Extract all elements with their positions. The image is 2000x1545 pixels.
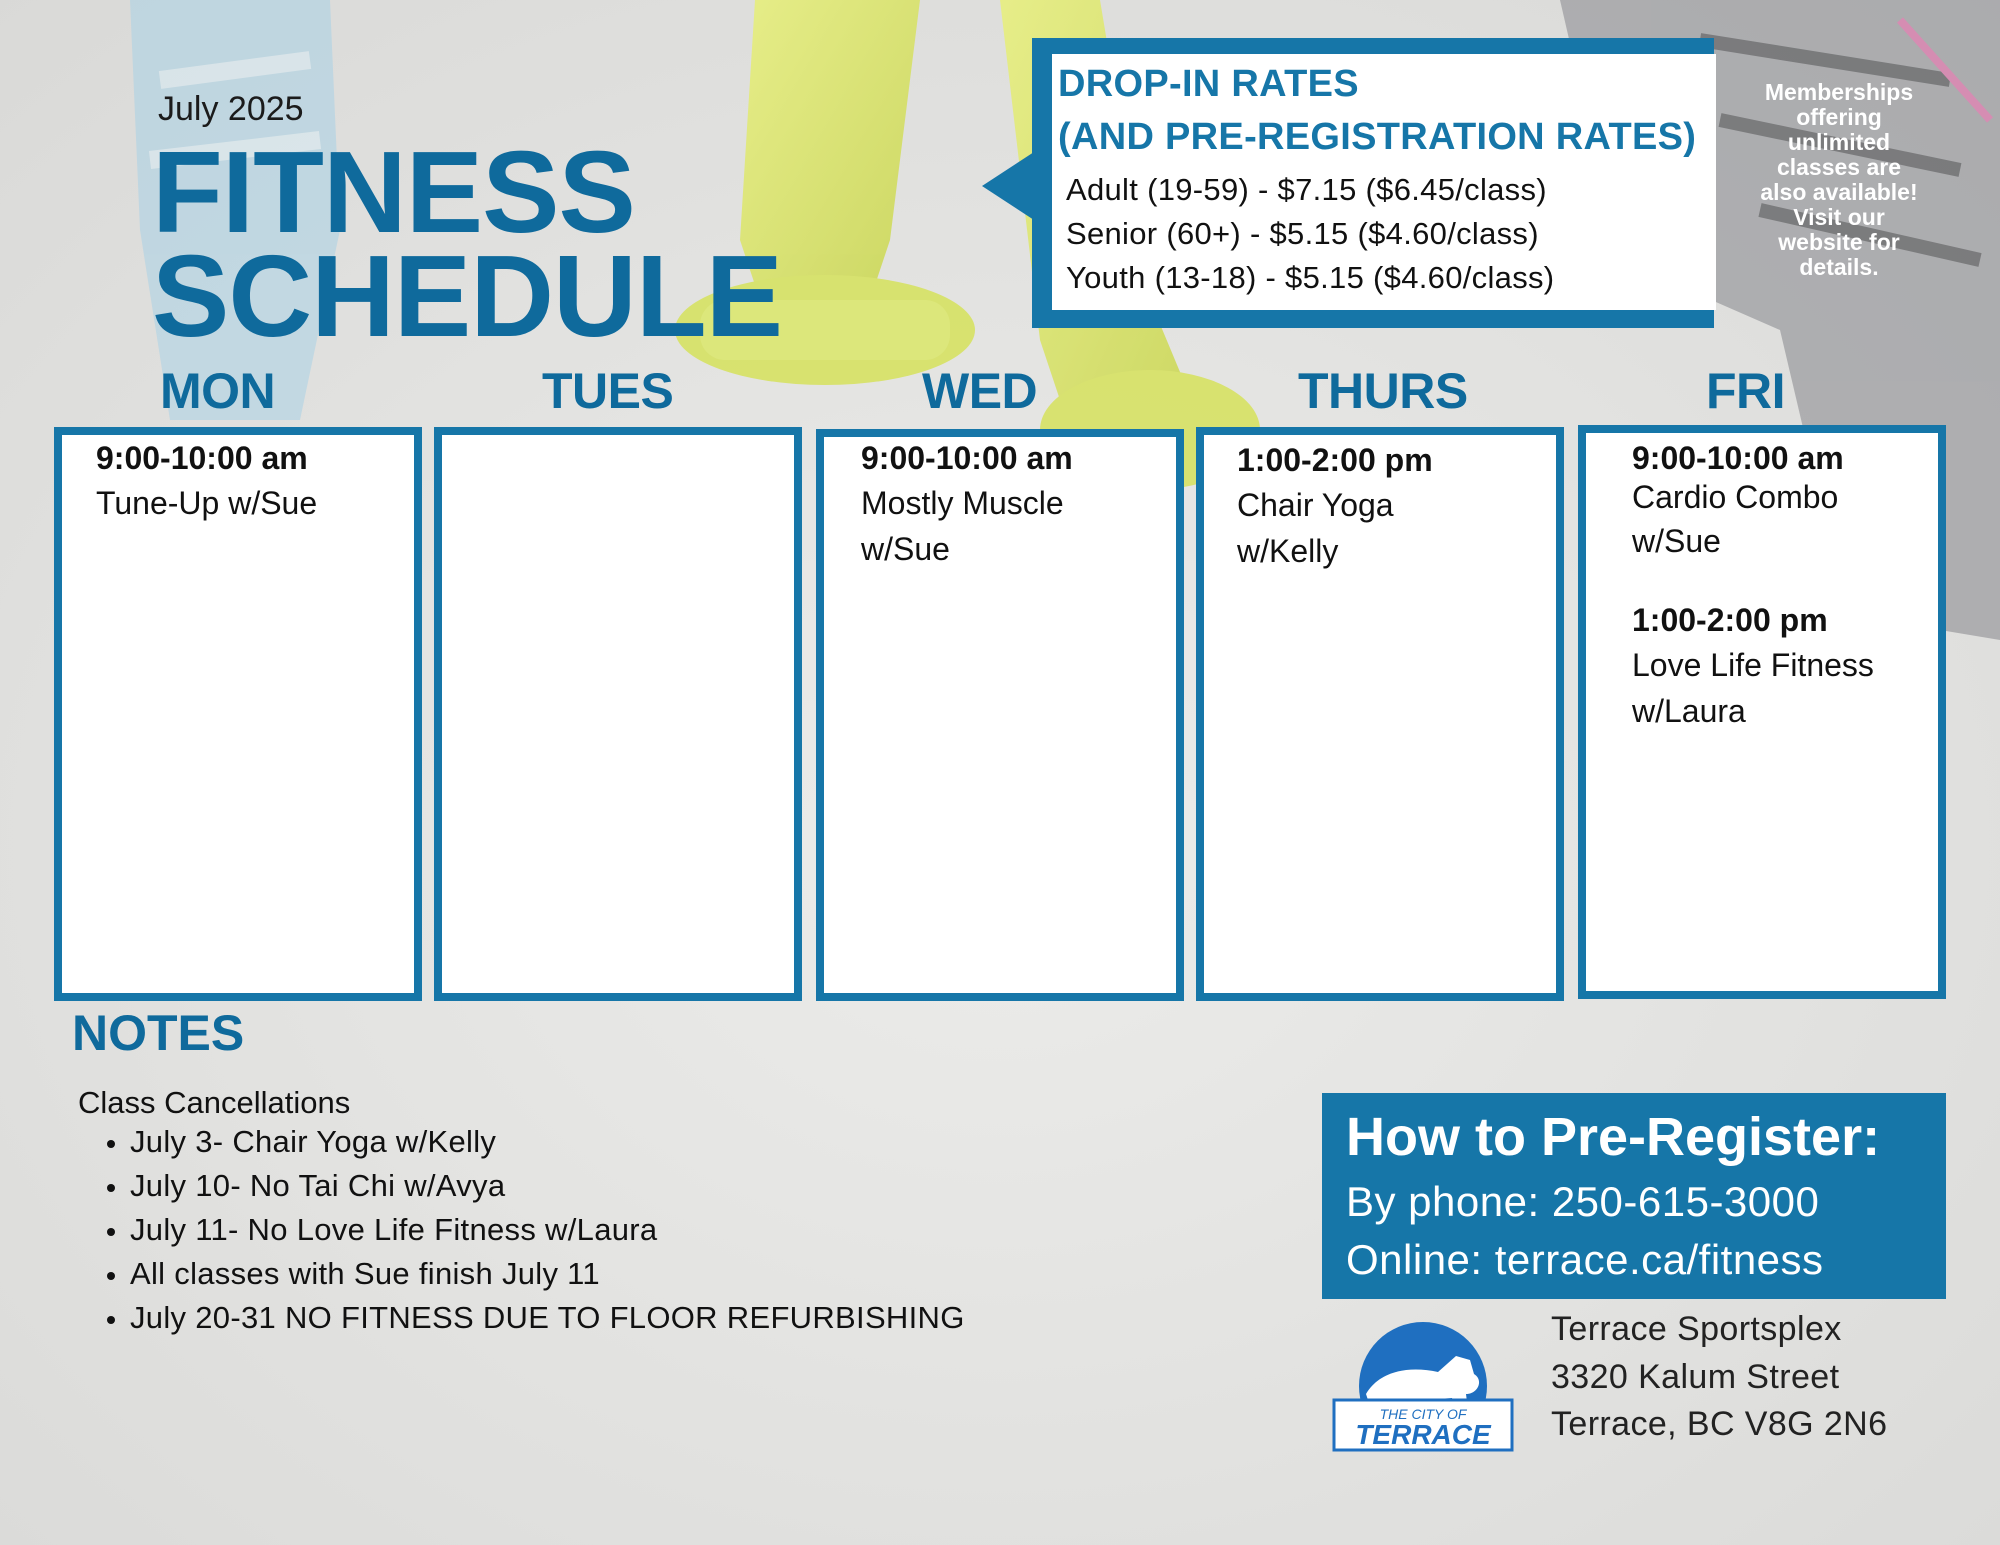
address-line: Terrace, BC V8G 2N6: [1551, 1405, 1888, 1443]
rate-senior: Senior (60+) - $5.15 ($4.60/class): [1066, 216, 1539, 251]
rates-heading-line: (AND PRE-REGISTRATION RATES): [1058, 116, 1697, 158]
membership-line: details.: [1799, 254, 1879, 280]
rates-heading-line: DROP-IN RATES: [1058, 63, 1359, 105]
membership-line: Visit our: [1793, 204, 1885, 230]
list-item: • July 3- Chair Yoga w/Kelly: [130, 1120, 965, 1164]
cancellation-list: [98, 1120, 965, 1340]
city-of-terrace-logo: [1328, 1318, 1518, 1452]
rate-youth: Youth (13-18) - $5.15 ($4.60/class): [1066, 260, 1555, 295]
class-name: Chair Yoga: [1237, 487, 1394, 523]
class-name: w/Laura: [1632, 693, 1746, 729]
notes-title: NOTES: [72, 1005, 245, 1061]
page-title: [152, 127, 783, 361]
day-column-tues: [434, 427, 802, 1001]
page-title-line: FITNESS: [152, 127, 635, 257]
membership-line: offering: [1796, 104, 1882, 130]
membership-line: also available!: [1760, 179, 1918, 205]
rates-heading: [1058, 58, 1718, 164]
register-phone: By phone: 250-615-3000: [1346, 1178, 1820, 1225]
class-name: w/Sue: [861, 531, 950, 567]
address-line: Terrace Sportsplex: [1551, 1310, 1842, 1348]
membership-line: classes are: [1776, 154, 1902, 180]
register-heading: How to Pre-Register:: [1346, 1107, 1881, 1167]
class-name: Love Life Fitness: [1632, 647, 1874, 683]
day-label-thurs: THURS: [1298, 363, 1468, 419]
address-line: 3320 Kalum Street: [1551, 1358, 1840, 1396]
class-time: 9:00-10:00 am: [861, 440, 1073, 476]
day-label-mon: MON: [160, 363, 276, 419]
logo-name-text: TERRACE: [1355, 1419, 1491, 1450]
class-time: 9:00-10:00 am: [96, 440, 308, 476]
class-name: Cardio Combo: [1632, 479, 1839, 515]
page-title-line: SCHEDULE: [152, 231, 783, 361]
register-online: Online: terrace.ca/fitness: [1346, 1236, 1824, 1283]
class-time: 9:00-10:00 am: [1632, 440, 1844, 476]
class-name: w/Kelly: [1237, 533, 1339, 569]
class-time: 1:00-2:00 pm: [1632, 602, 1828, 638]
class-name: w/Sue: [1632, 523, 1721, 559]
membership-line: Memberships: [1764, 79, 1914, 105]
day-label-fri: FRI: [1706, 363, 1786, 419]
list-item: • All classes with Sue finish July 11: [130, 1252, 965, 1296]
list-item: • July 10- No Tai Chi w/Avya: [130, 1164, 965, 1208]
list-item: • July 11- No Love Life Fitness w/Laura: [130, 1208, 965, 1252]
membership-line: unlimited: [1787, 129, 1891, 155]
logo-top-text: THE CITY OF: [1379, 1406, 1467, 1422]
membership-line: website for: [1778, 229, 1900, 255]
day-label-tues: TUES: [542, 363, 674, 419]
class-time: 1:00-2:00 pm: [1237, 442, 1433, 478]
rate-adult: Adult (19-59) - $7.15 ($6.45/class): [1066, 172, 1547, 207]
notes-subtitle: Class Cancellations: [78, 1085, 351, 1120]
month-label: July 2025: [158, 90, 304, 128]
list-item: • July 20-31 NO FITNESS DUE TO FLOOR REFURBISHING: [130, 1296, 965, 1340]
day-label-wed: WED: [922, 363, 1038, 419]
rates-pointer: [982, 152, 1034, 220]
membership-note: [1728, 80, 1950, 280]
class-name: Mostly Muscle: [861, 485, 1064, 521]
class-name: Tune-Up w/Sue: [96, 485, 318, 521]
